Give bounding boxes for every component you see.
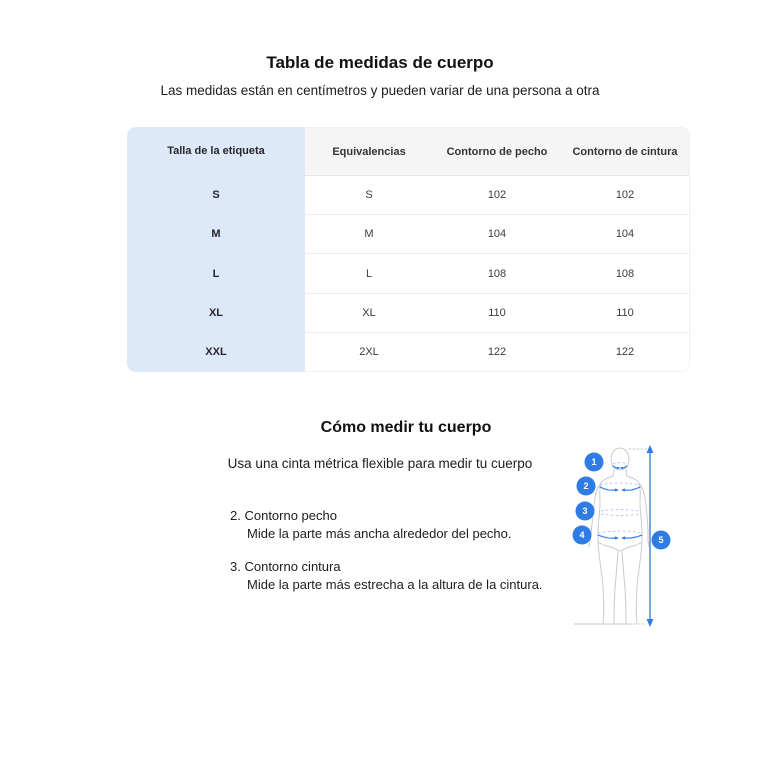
marker-badge-3 — [576, 502, 595, 521]
cell-cintura: 102 — [615, 189, 635, 202]
table-header-row — [305, 128, 689, 176]
size-label-s: S — [212, 188, 220, 201]
cell-pecho: 122 — [487, 345, 507, 358]
body-measurements-subtitle: Las medidas están en centímetros y pueden variar de una persona a otra — [160, 83, 600, 98]
cell-pecho: 102 — [487, 189, 507, 202]
cell-cintura: 104 — [615, 228, 635, 241]
svg-text:5: 5 — [658, 535, 664, 546]
cell-pecho: 110 — [488, 306, 506, 319]
cell-cintura: 108 — [615, 267, 635, 280]
column-header-pecho: Contorno de pecho — [446, 145, 548, 158]
cell-cintura: 110 — [616, 306, 634, 319]
svg-text:4: 4 — [579, 530, 585, 541]
cell-pecho: 108 — [487, 267, 507, 280]
step-description: Mide la parte más ancha alrededor del pecho. — [247, 526, 512, 541]
measurement-instructions — [230, 507, 543, 609]
step-name: Contorno pecho — [244, 508, 337, 523]
column-header-equivalencias: Equivalencias — [332, 145, 406, 158]
svg-text:2: 2 — [583, 481, 589, 492]
marker-badge-1 — [585, 453, 604, 472]
instruction-item — [230, 507, 543, 543]
label-column-header: Talla de la etiqueta — [167, 145, 265, 157]
step-name: Contorno cintura — [244, 559, 341, 574]
size-table-data-columns — [305, 127, 690, 372]
cell-equivalencia: XL — [362, 306, 376, 319]
size-table — [127, 127, 690, 372]
svg-text:1: 1 — [591, 457, 597, 468]
table-row — [305, 254, 689, 293]
table-row — [305, 294, 689, 333]
size-label-xxl: XXL — [205, 346, 227, 359]
cell-cintura: 122 — [615, 345, 635, 358]
table-row — [305, 333, 689, 371]
how-to-measure-subtitle: Usa una cinta métrica flexible para medir tu cuerpo — [227, 456, 533, 471]
how-to-measure-title: Cómo medir tu cuerpo — [320, 419, 492, 436]
cell-equivalencia: L — [365, 267, 373, 280]
column-header-cintura: Contorno de cintura — [572, 145, 678, 158]
marker-badge-4 — [573, 526, 592, 545]
cell-equivalencia: S — [365, 189, 373, 202]
instruction-item — [230, 558, 543, 594]
size-label-m: M — [211, 228, 221, 241]
cell-equivalencia: 2XL — [359, 345, 379, 358]
size-label-l: L — [212, 267, 220, 280]
step-number: 2. — [230, 508, 241, 523]
step-description: Mide la parte más estrecha a la altura de la cintura. — [247, 577, 543, 592]
arrow-heads — [615, 467, 625, 540]
marker-badge-5 — [652, 531, 671, 550]
cell-equivalencia: M — [364, 228, 374, 241]
body-measurements-title: Tabla de medidas de cuerpo — [266, 53, 494, 72]
measure-tape-arrows — [598, 466, 642, 538]
body-measurement-diagram — [568, 437, 708, 637]
measure-tape-dashed-lines — [598, 463, 642, 534]
step-number: 3. — [230, 559, 241, 574]
marker-badge-2 — [577, 477, 596, 496]
cell-pecho: 104 — [487, 228, 507, 241]
size-table-label-column — [127, 127, 305, 372]
table-row — [305, 176, 689, 215]
size-label-xl: XL — [208, 306, 224, 319]
table-row — [305, 215, 689, 254]
svg-text:3: 3 — [582, 506, 588, 517]
